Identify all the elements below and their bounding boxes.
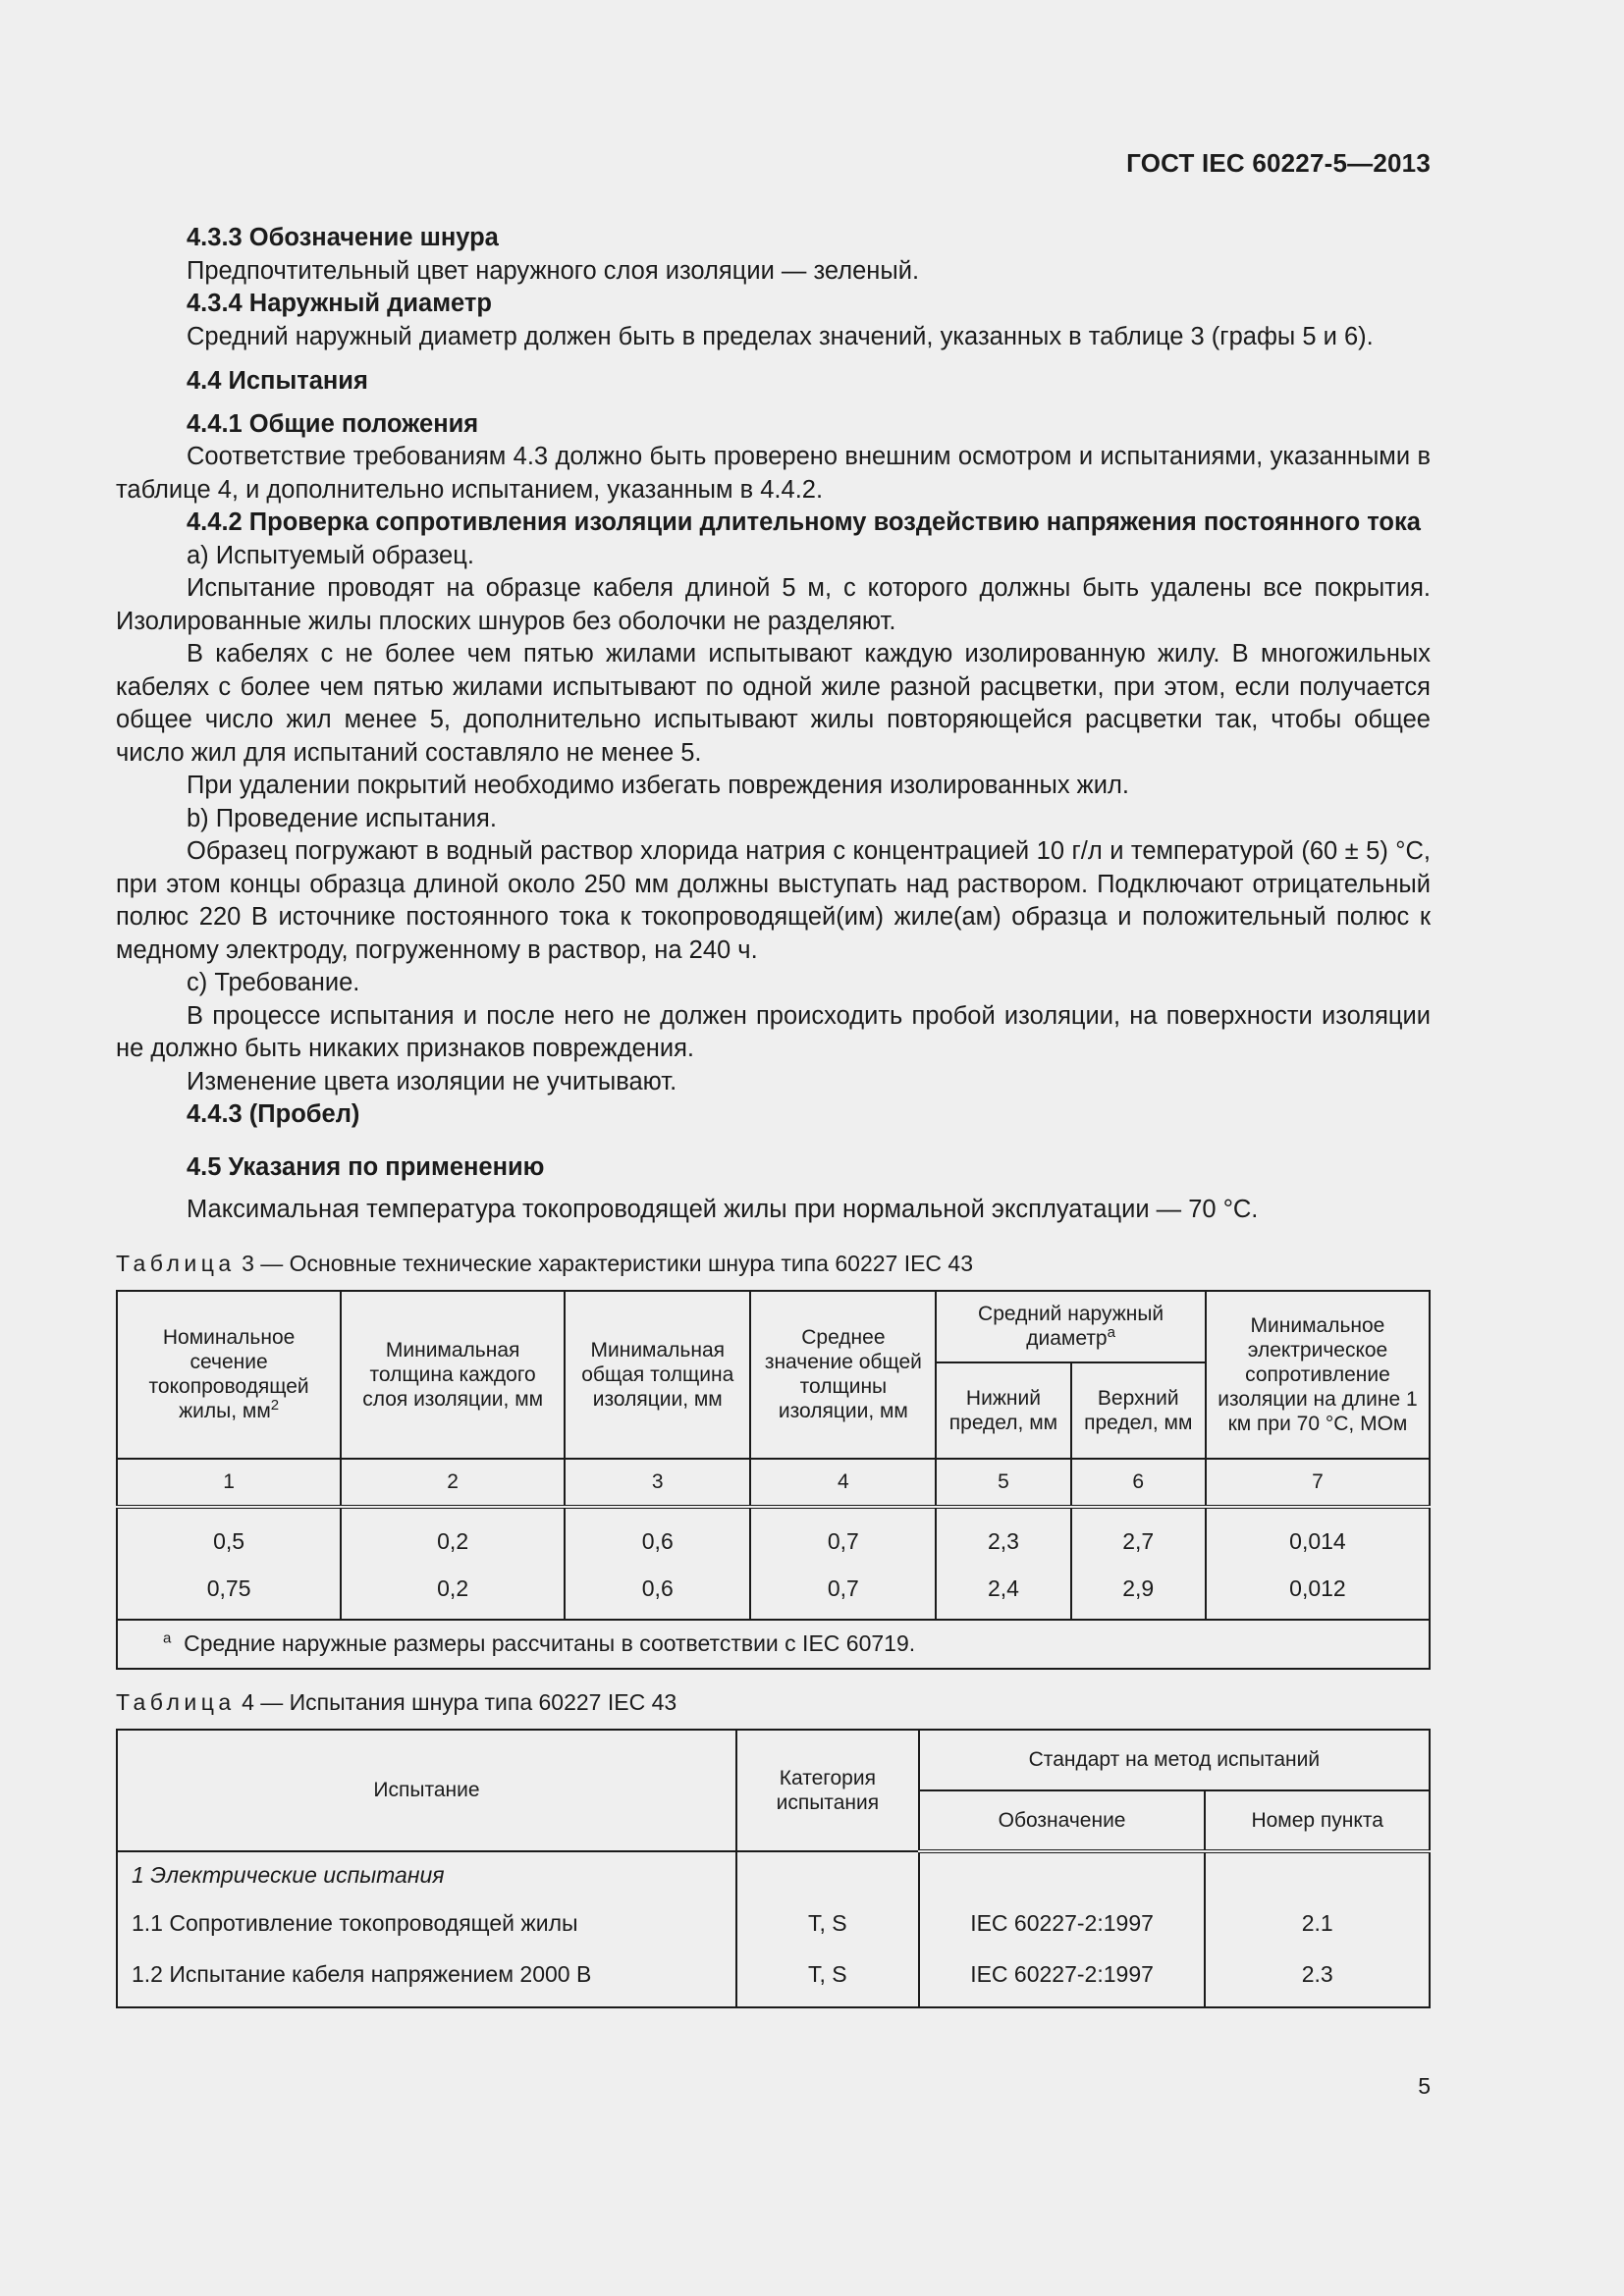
table-row: 1.1 Сопротивление токопроводящей жилы T, S IEC 60227-2:1997 2.1 [117,1898,1430,1949]
heading-4-3-4: 4.3.4 Наружный диаметр [187,290,492,317]
table3-caption [116,1249,1431,1278]
heading-4-4-1: 4.4.1 Общие положения [187,409,479,438]
table3-caption-word: Таблица [116,1250,236,1276]
table4-header-clause: Номер пункта [1205,1790,1430,1851]
table4-header-designation: Обозначение [919,1790,1206,1851]
table3-header-min-layer-thickness: Минимальная толщина каждого слоя изоляции, мм [341,1291,565,1459]
paragraph: В процессе испытания и после него не должен происходить пробой изоляции, на поверхности изоляции не должно быть никаких признаков повреждения. [116,1001,1431,1062]
table-row: 0,5 0,2 0,6 0,7 2,3 2,7 0,014 [117,1507,1430,1566]
page-content [116,222,1431,2008]
paragraph: При удалении покрытий необходимо избегать повреждения изолированных жил. [187,772,1129,799]
page-number: 5 [1418,2073,1431,2099]
document-code: ГОСТ IEC 60227-5—2013 [1126,148,1431,178]
table4-header-test: Испытание [117,1730,736,1851]
text-4-3-3: Предпочтительный цвет наружного слоя изоляции — зеленый. [187,256,920,285]
table-row: 1 Электрические испытания [117,1851,1430,1898]
table-4 [116,1729,1431,2008]
heading-4-4-3: 4.4.3 (Пробел) [187,1100,360,1128]
table4-header-category: Категория испытания [736,1730,919,1851]
table-3 [116,1290,1431,1670]
table3-header-cross-section: Номинальное сечение токопроводящей жилы, $мм^2$ [117,1291,341,1459]
paragraph: Испытание проводят на образце кабеля длиной 5 м, с которого должны быть удалены все покрытия. Изолированные жилы плоских шнуров без оболочки не разделяют. [116,574,1431,635]
table4-caption-text: 4 — Испытания шнура типа 60227 IEC 43 [235,1688,677,1715]
table3-header-mean-thickness: Среднее значение общей толщины изоляции, мм [750,1291,936,1459]
table-row: 1.2 Испытание кабеля напряжением 2000 В T, S IEC 60227-2:1997 2.3 [117,1949,1430,2007]
text-4-3-4: Средний наружный диаметр должен быть в пределах значений, указанных в таблице 3 (графы 5 и 6). [187,322,1374,350]
paragraph: с) Требование. [187,969,360,996]
text-4-4-1: Соответствие требованиям 4.3 должно быть проверено внешним осмотром и испытаниями, указанными в таблице 4, и дополнительно испытанием, указанным в 4.4.2. [116,443,1431,504]
text-4-5: Максимальная температура токопроводящей жилы при нормальной эксплуатации — 70 °С. [187,1196,1259,1223]
heading-4-4-2: 4.4.2 Проверка сопротивления изоляции длительному воздействию напряжения постоянного тока [187,508,1421,536]
heading-4-5: 4.5 Указания по применению [187,1152,545,1181]
table3-footnote: $^a$ Средние наружные размеры рассчитаны в соответствии с IEC 60719. [117,1620,1430,1669]
paragraph: В кабелях с не более чем пятью жилами испытывают каждую изолированную жилу. В многожильных кабелях с более чем пятью жилами испытывают по одной жиле разной расцветки, при этом, если получается общее число жил менее 5, дополнительно испытывают жилы повторяющейся расцветки так, чтобы общее число жил для испытаний составляло не менее 5. [116,640,1431,767]
table3-caption-text: 3 — Основные технические характеристики шнура типа 60227 IEC 43 [235,1250,974,1276]
table3-header-upper-limit: Верхний предел, мм [1071,1362,1206,1459]
table3-header-resistance: Минимальное электрическое сопротивление изоляции на длине 1 км при 70 °С, МОм [1206,1291,1430,1459]
table3-header-min-total-thickness: Минимальная общая толщина изоляции, мм [565,1291,750,1459]
paragraph: а) Испытуемый образец. [187,541,474,569]
paragraph: Образец погружают в водный раствор хлорида натрия с концентрацией 10 г/л и температурой (60 ± 5) °С, при этом концы образца длиной около 250 мм должны выступать над раствором. Подключают отрицательный полюс 220 В источнике постоянного тока к токопроводящей(им) жиле(ам) образца и положительный полюс к медному электроду, погруженному в раствор, на 240 ч. [116,837,1431,964]
table4-header-standard: Стандарт на метод испытаний [919,1730,1430,1790]
paragraph: b) Проведение испытания. [187,804,497,832]
table4-caption [116,1687,1431,1717]
table4-caption-word: Таблица [116,1688,236,1715]
paragraph: Изменение цвета изоляции не учитывают. [187,1067,677,1095]
table3-header-lower-limit: Нижний предел, мм [936,1362,1070,1459]
heading-4-4: 4.4 Испытания [187,367,368,395]
table-row: 0,75 0,2 0,6 0,7 2,4 2,9 0,012 [117,1566,1430,1620]
table3-column-numbers: 1 2 3 4 5 6 7 [117,1459,1430,1507]
heading-4-3-3: 4.3.3 Обозначение шнура [187,224,499,251]
table3-header-outer-diameter: Средний наружный диаметр$^a$ [936,1291,1206,1362]
